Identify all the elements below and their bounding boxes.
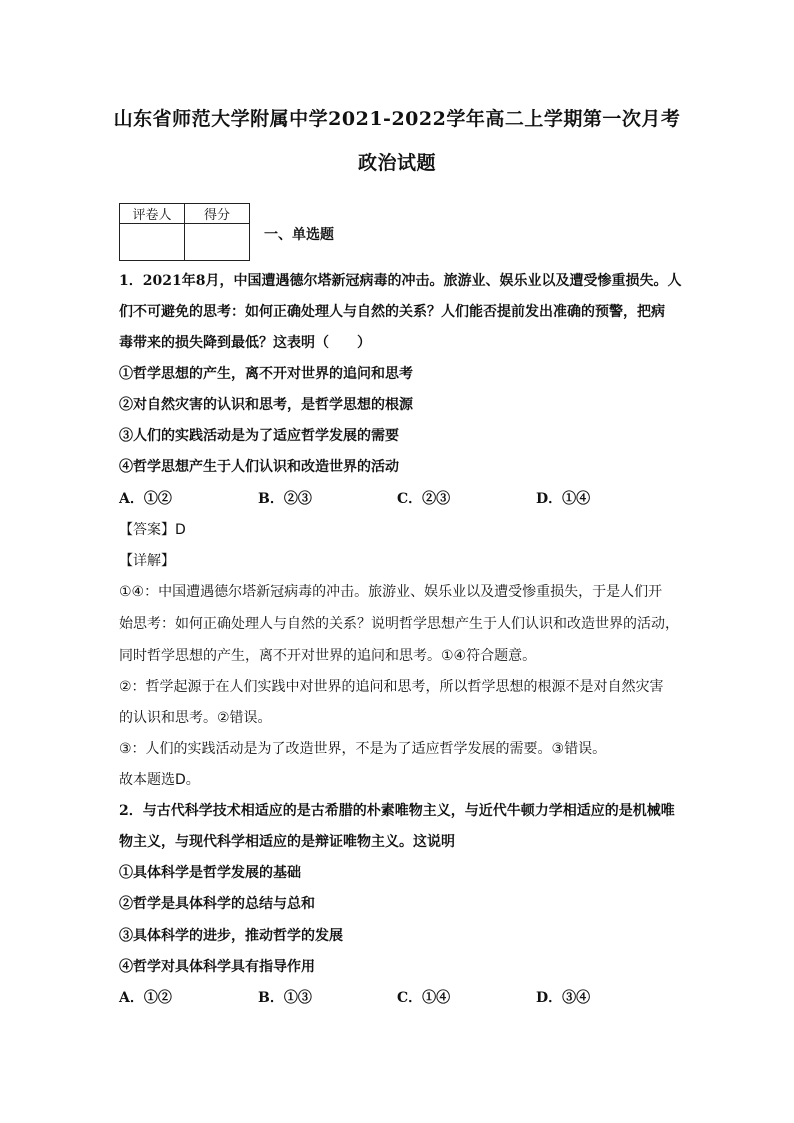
q2-item: ④哲学对具体科学具有指导作用	[119, 959, 315, 975]
q1-option-d: D．①④	[536, 491, 591, 507]
q2-stem-line: 物主义，与现代科学相适应的是辩证唯物主义。这说明	[119, 834, 455, 850]
q1-analysis-line: ①④：中国遭遇德尔塔新冠病毒的冲击。旅游业、娱乐业以及遭受惨重损失，于是人们开	[119, 584, 663, 600]
q1-stem-line: 们不可避免的思考：如何正确处理人与自然的关系？人们能否提前发出准确的预警，把病	[119, 304, 665, 320]
q2-item: ①具体科学是哲学发展的基础	[119, 865, 301, 881]
q1-option-c: C．②③	[397, 491, 451, 507]
q2-option-d: D．③④	[536, 990, 591, 1006]
q1-stem-line: 1．2021年8月，中国遭遇德尔塔新冠病毒的冲击。旅游业、娱乐业以及遭受惨重损失。人	[119, 273, 682, 289]
q2-option-a: A．①②	[119, 990, 172, 1006]
exam-title: 山东省师范大学附属中学2021-2022学年高二上学期第一次月考	[113, 108, 681, 130]
grader-cell	[120, 224, 185, 261]
q1-item: ④哲学思想产生于人们认识和改造世界的活动	[119, 459, 399, 475]
q1-item: ①哲学思想的产生，离不开对世界的追问和思考	[119, 366, 413, 382]
q1-analysis-line: ②：哲学起源于在人们实践中对世界的追问和思考，所以哲学思想的根源不是对自然灾害	[119, 679, 664, 695]
exam-subtitle: 政治试题	[357, 152, 436, 174]
q2-item: ②哲学是具体科学的总结与总和	[119, 896, 315, 912]
score-table	[119, 203, 250, 261]
grader-header: 评卷人	[120, 204, 185, 224]
q1-answer: 【答案】D	[119, 522, 186, 538]
q1-item: ③人们的实践活动是为了适应哲学发展的需要	[119, 428, 399, 444]
q2-item: ③具体科学的进步，推动哲学的发展	[119, 928, 343, 944]
q1-analysis-line: 的认识和思考。②错误。	[119, 710, 272, 726]
q1-analysis-label: 【详解】	[119, 553, 175, 569]
q1-option-b: B．②③	[258, 491, 312, 507]
q1-analysis-line: 故本题选D。	[119, 772, 200, 788]
q1-analysis-line: ③：人们的实践活动是为了改造世界，不是为了适应哲学发展的需要。③错误。	[119, 741, 607, 757]
q2-stem-line: 2．与古代科学技术相适应的是古希腊的朴素唯物主义，与近代牛顿力学相适应的是机械唯	[119, 803, 675, 819]
q1-analysis-line: 同时哲学思想的产生，离不开对世界的追问和思考。①④符合题意。	[119, 648, 537, 664]
score-cell	[185, 224, 250, 261]
q2-option-c: C．①④	[397, 990, 451, 1006]
q1-option-a: A．①②	[119, 491, 172, 507]
q1-stem-line: 毒带来的损失降到最低？这表明（ ）	[119, 335, 371, 351]
section-heading: 一、单选题	[264, 227, 334, 243]
q1-analysis-line: 始思考：如何正确处理人与自然的关系？说明哲学思想产生于人们认识和改造世界的活动，	[119, 616, 679, 632]
score-header: 得分	[185, 204, 250, 224]
q1-item: ②对自然灾害的认识和思考，是哲学思想的根源	[119, 397, 413, 413]
q2-option-b: B．①③	[258, 990, 312, 1006]
